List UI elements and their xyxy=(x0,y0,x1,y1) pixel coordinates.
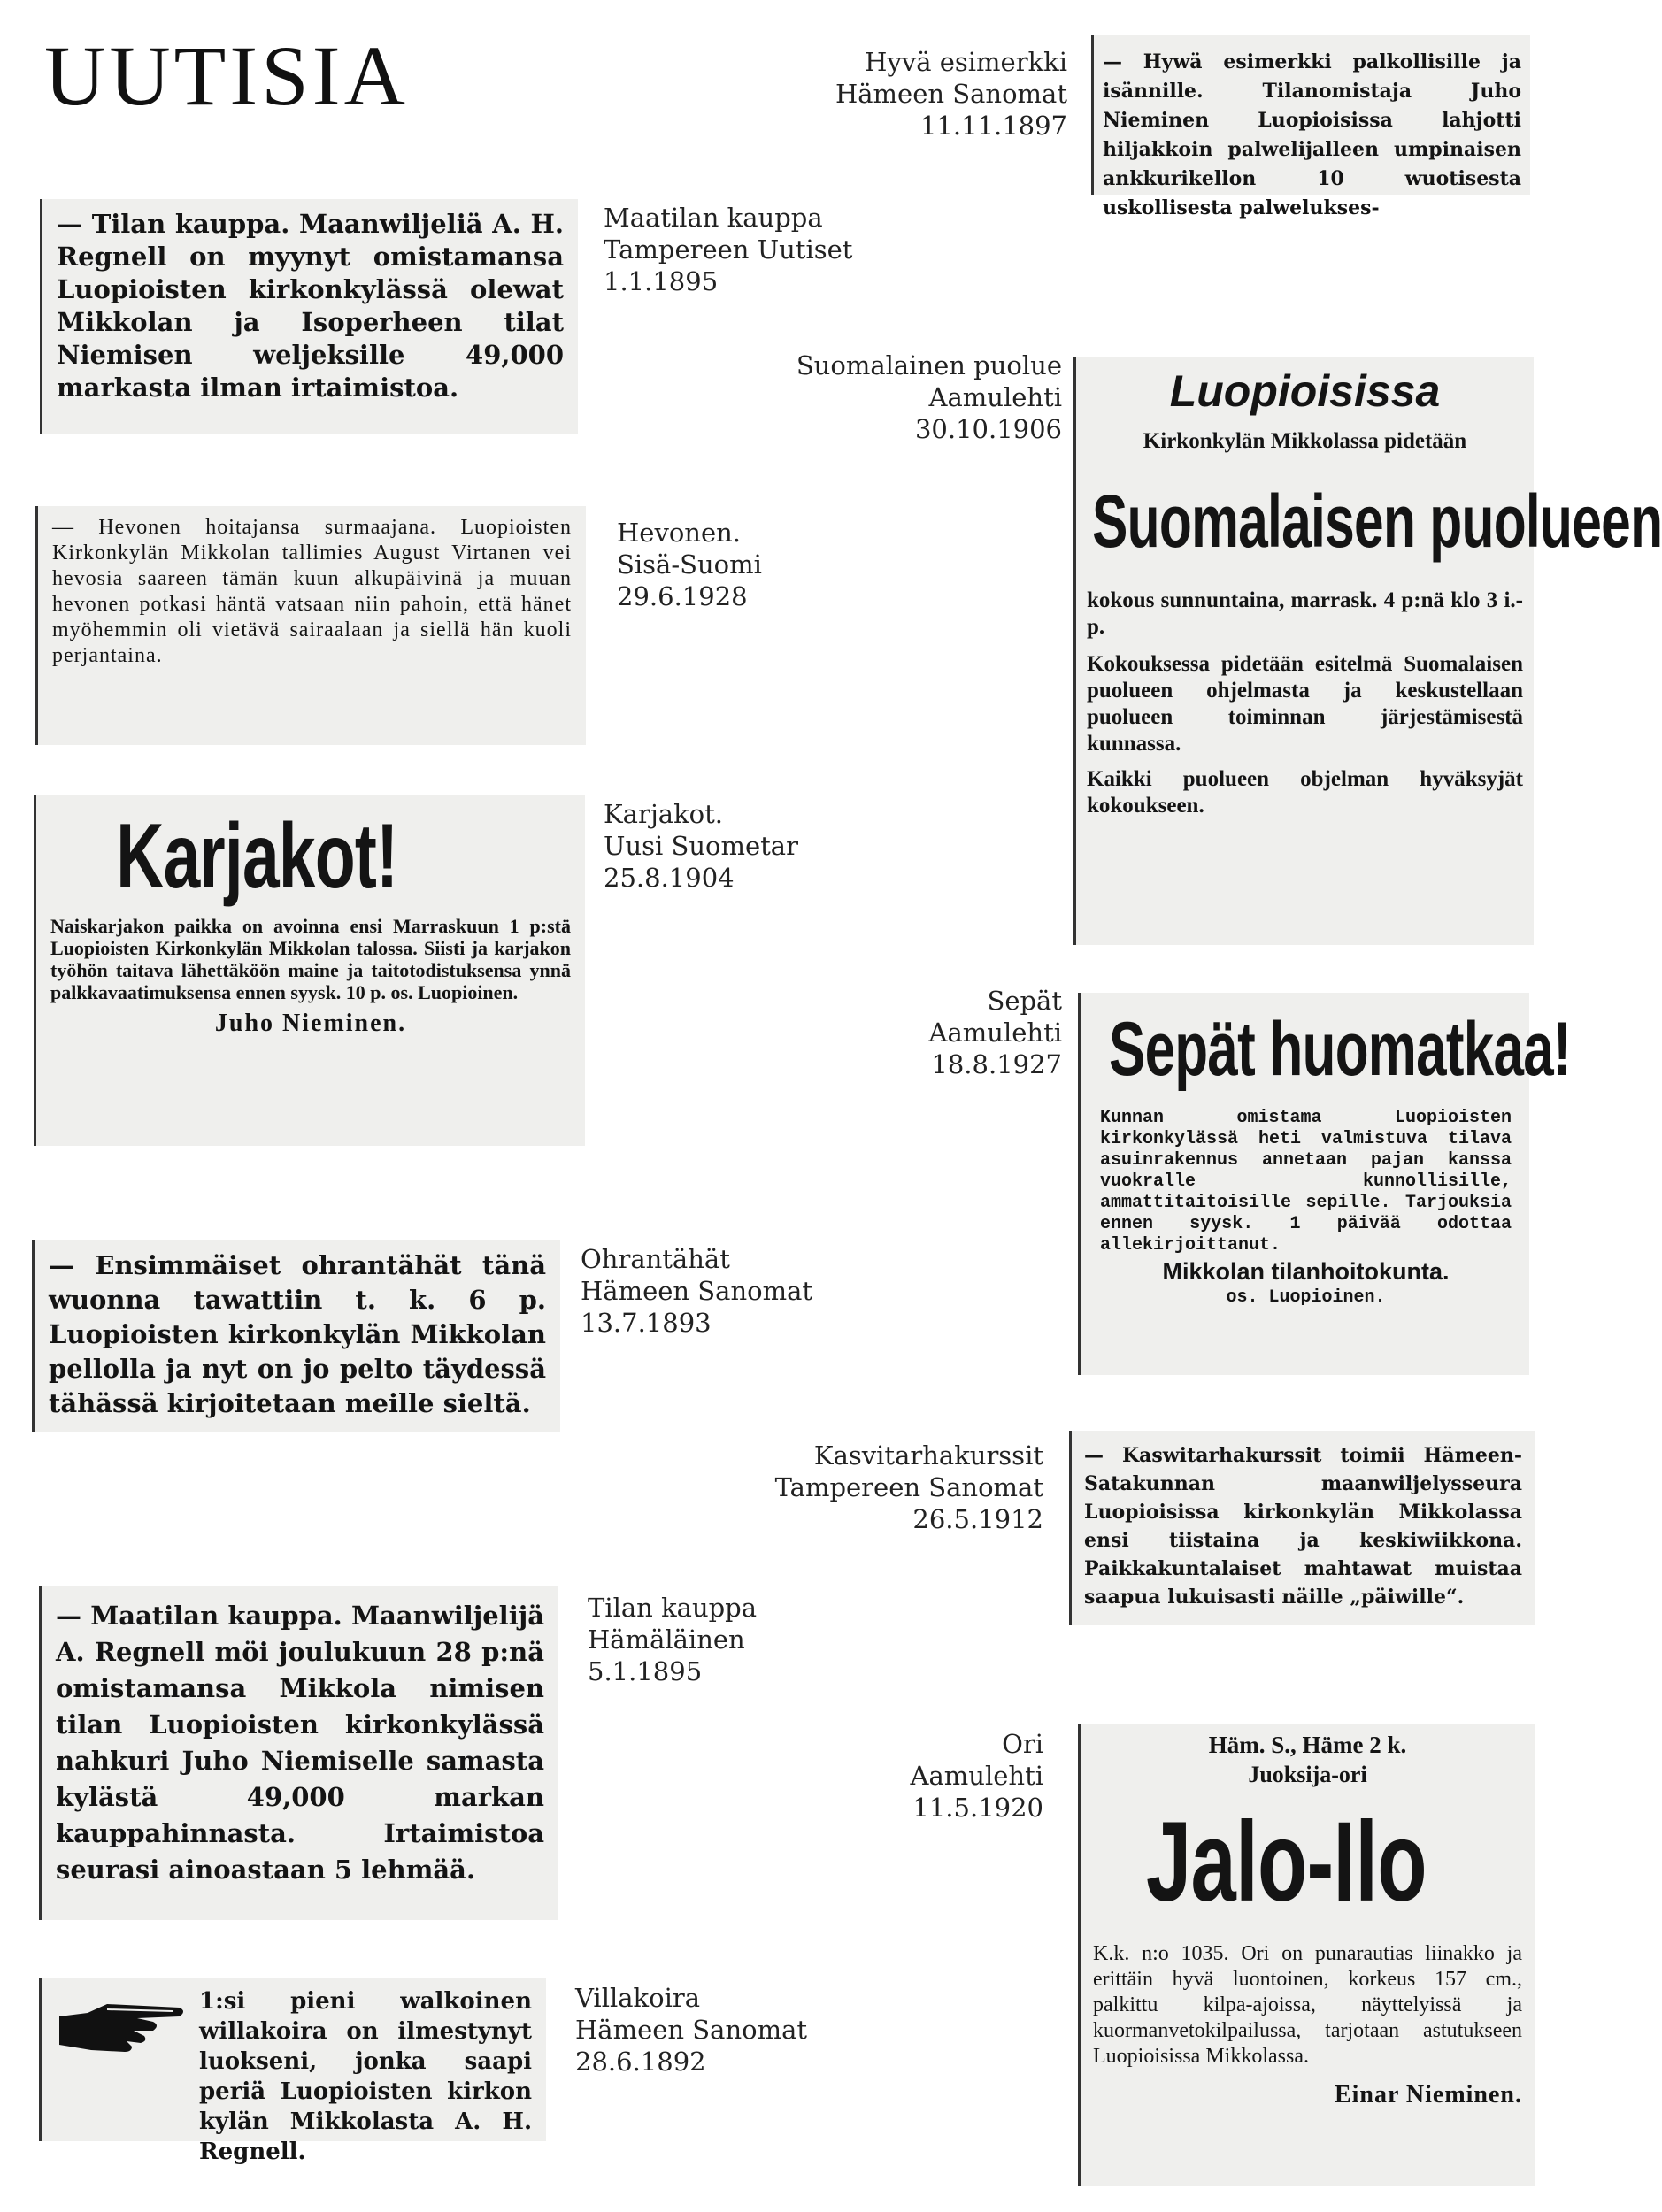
caption-title: Tilan kauppa xyxy=(588,1593,758,1623)
clipping-address: os. Luopioinen. xyxy=(1226,1287,1386,1308)
clipping-text: kokous sunnuntaina, marrask. 4 p:nä klo 3 i.-p. xyxy=(1087,588,1523,639)
caption-paper: Tampereen Sanomat xyxy=(774,1472,1043,1502)
caption-title: Suomalainen puolue xyxy=(796,350,1062,380)
caption-date: 26.5.1912 xyxy=(912,1504,1043,1534)
clipping-kicker: Häm. S., Häme 2 k. xyxy=(1208,1732,1407,1758)
clipping-text: — Hevonen hoitajansa surmaajana. Luopioisten Kirkonkylän Mikkolan tallimies August Virtanen vei hevosia saareen tämän kuun alkupäivinä ja muuan hevonen potkasi häntä vatsaan niin pahoin, että hänet myöhemmin oli vietävä sairaalaan ja siellä hän kuoli perjantaina. xyxy=(52,516,572,667)
caption-title: Hyvä esimerkki xyxy=(865,47,1067,77)
clipping-text: — Ensimmäiset ohrantähät tänä wuonna tawattiin t. k. 6 p. Luopioisten kirkonkylän Mikkolan pellolla ja nyt on jo pelto täydessä tähässä kirjoitetaan meille sieltä. xyxy=(49,1250,546,1418)
page-title: UUTISIA xyxy=(44,28,409,123)
caption-title: Ohrantähät xyxy=(581,1244,730,1274)
caption-date: 5.1.1895 xyxy=(588,1656,703,1686)
caption-paper: Sisä-Suomi xyxy=(617,549,762,580)
caption-date: 29.6.1928 xyxy=(617,581,748,611)
caption-paper: Hämeen Sanomat xyxy=(835,79,1067,109)
caption-paper: Hämeen Sanomat xyxy=(581,1276,813,1306)
caption-paper: Tampereen Uutiset xyxy=(604,234,853,265)
clipping-ohrantahat xyxy=(32,1240,560,1432)
clipping-text: — Tilan kauppa. Maanwiljeliä A. H. Regnell on myynyt omistamansa Luopioisten kirkonkylässä olewat Mikkolan ja Isoperheen tilat Niemisen weljeksille 49,000 markasta ilman irtaimistoa. xyxy=(57,209,564,403)
clipping-headline: Karjakot! xyxy=(116,805,398,908)
clipping-subkicker: Juoksija-ori xyxy=(1248,1762,1367,1787)
caption-date: 11.5.1920 xyxy=(912,1793,1043,1823)
caption-ori xyxy=(911,1728,1043,1824)
caption-date: 30.10.1906 xyxy=(914,414,1062,444)
clipping-text: 1:si pieni walkoinen willakoira on ilmestynyt luokseni, jonka saapi periä Luopioisten kirkon kylän Mikkolasta A. H. Regnell. xyxy=(199,1988,532,2165)
caption-paper: Hämäläinen xyxy=(588,1624,745,1655)
clipping-hevonen xyxy=(35,506,586,745)
clipping-villakoira xyxy=(39,1978,546,2165)
clipping-text: Kokouksessa pidetään esitelmä Suomalaisen puolueen ohjelmasta ja keskustellaan puolueen toiminnan järjestämisestä kunnassa. xyxy=(1087,652,1523,756)
caption-title: Villakoira xyxy=(575,1983,701,2013)
clipping-subkicker: Kirkonkylän Mikkolassa pidetään xyxy=(1143,429,1467,453)
clipping-headline: Sepät huomatkaa! xyxy=(1109,1007,1571,1092)
caption-date: 11.11.1897 xyxy=(919,111,1067,141)
caption-date: 13.7.1893 xyxy=(581,1308,712,1338)
pointing-hand-icon xyxy=(56,1995,189,2065)
caption-title: Hevonen. xyxy=(617,518,742,548)
clipping-kasvitarhakurssit xyxy=(1069,1431,1535,1625)
clipping-sepat xyxy=(1078,993,1571,1375)
clipping-signature: Juho Nieminen. xyxy=(214,1010,407,1037)
caption-paper: Aamulehti xyxy=(910,1761,1043,1791)
caption-ohrantahat xyxy=(581,1243,812,1339)
caption-date: 1.1.1895 xyxy=(604,266,719,296)
caption-paper: Aamulehti xyxy=(928,1018,1062,1048)
caption-villakoira xyxy=(575,1982,807,2078)
caption-title: Sepät xyxy=(987,986,1062,1016)
clipping-tilan-kauppa xyxy=(39,1586,558,1920)
caption-title: Karjakot. xyxy=(604,799,724,829)
clipping-text: — Kaswitarhakurssit toimii Hämeen-Satakunnan maanwiljelysseura Luopioisissa kirkonkylän Mikkolassa ensi tiistaina ja keskiwiikkona. Paikkakuntalaiset mahtawat muistaa saapua lukuisasti näille „päiwille“. xyxy=(1084,1444,1522,1609)
clipping-text: Kaikki puolueen objelman hyväksyjät kokoukseen. xyxy=(1087,767,1523,818)
caption-hyva-esimerkki xyxy=(835,46,1067,142)
caption-date: 18.8.1927 xyxy=(931,1049,1062,1079)
clipping-signature: Einar Nieminen. xyxy=(1334,2081,1522,2108)
clipping-kicker: Luopioisissa xyxy=(1169,366,1441,416)
caption-paper: Hämeen Sanomat xyxy=(575,2015,808,2045)
clipping-text: — Maatilan kauppa. Maanwiljelijä A. Regnell möi joulukuun 28 p:nä omistamansa Mikkola nimisen tilan Luopioisten kirkonkylässä nahkuri Juho Niemiselle samasta kylästä 49,000 markan kauppahinnasta. Irtaimistoa seurasi ainoastaan 5 lehmää. xyxy=(56,1601,544,1885)
caption-title: Maatilan kauppa xyxy=(604,203,823,233)
caption-tilan-kauppa xyxy=(588,1592,757,1687)
clipping-maatilan-kauppa xyxy=(40,199,578,434)
caption-kasvitarhakurssit xyxy=(775,1440,1043,1535)
caption-sepat xyxy=(929,985,1062,1080)
clipping-ori xyxy=(1078,1724,1535,2186)
caption-paper: Uusi Suometar xyxy=(604,831,798,861)
caption-date: 25.8.1904 xyxy=(604,863,735,893)
clipping-hyva-esimerkki xyxy=(1091,35,1530,219)
caption-karjakot xyxy=(604,798,798,894)
clipping-signature: Mikkolan tilanhoitokunta. xyxy=(1162,1258,1450,1285)
clipping-text: Kunnan omistama Luopioisten kirkonkylässä heti valmistuva tilava asuinrakennus annetaan pajan kanssa vuokralle kunnollisille, ammattitaitoisille sepille. Tarjouksia ennen syysk. 1 päivää odottaa allekirjoittanut. xyxy=(1100,1108,1512,1256)
clipping-headline: Suomalaisen puolueen xyxy=(1092,480,1662,563)
caption-suomalainen-puolue xyxy=(796,349,1062,445)
clipping-karjakot xyxy=(34,795,585,1146)
caption-title: Kasvitarhakurssit xyxy=(813,1440,1043,1471)
clipping-suomalainen-puolue xyxy=(1073,357,1662,945)
clipping-text: Naiskarjakon paikka on avoinna ensi Marraskuun 1 p:stä Luopioisten Kirkonkylän Mikkolan talossa. Siisti ja karjakon työhön taitava lähettäköön maine ja taitotodistuksensa ynnä palkkavaatimuksensa ennen syysk. 10 p. os. Luopioinen. xyxy=(50,915,571,1003)
caption-paper: Aamulehti xyxy=(928,382,1062,412)
caption-hevonen xyxy=(617,517,762,612)
clipping-headline: Jalo-Ilo xyxy=(1146,1799,1427,1925)
caption-date: 28.6.1892 xyxy=(575,2047,706,2077)
caption-maatilan-kauppa xyxy=(604,202,852,297)
clipping-text: — Hywä esimerkki palkollisille ja isännille. Tilanomistaja Juho Nieminen Luopioisissa lahjotti hiljakkoin palwelijalleen umpinaisen ankkurikellon 10 wuotisesta uskollisesta palwelukses- xyxy=(1103,50,1521,219)
caption-title: Ori xyxy=(1002,1729,1043,1759)
clipping-text: K.k. n:o 1035. Ori on punarautias liinakko ja erittäin hyvä luontoinen, korkeus 157 cm., palkittu kilpa-ajoissa, näyttelyissä ja kuormanvetokilpailussa, tarjotaan astutukseen Luopioisissa Mikkolassa. xyxy=(1093,1942,1522,2068)
